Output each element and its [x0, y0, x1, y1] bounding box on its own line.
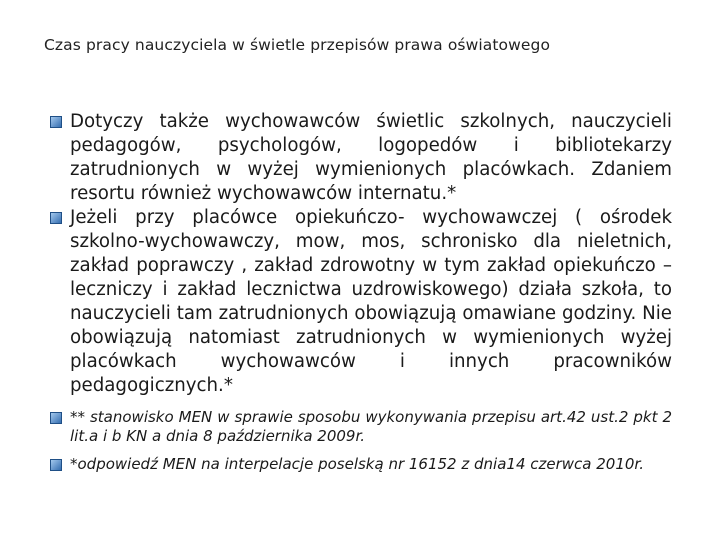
footnote-item: [50, 408, 672, 446]
square-bullet-icon: [50, 212, 62, 224]
square-bullet-icon: [50, 459, 62, 471]
slide-title: Czas pracy nauczyciela w świetle przepisów prawa oświatowego: [44, 36, 551, 54]
square-bullet-icon: [50, 116, 62, 128]
footnote-item: [50, 455, 672, 474]
bullet-text: Jeżeli przy placówce opiekuńczo- wychowawczej ( ośrodek szkolno-wychowawczy, mow, mos, schronisko dla nieletnich, zakład poprawczy , zakład zdrowotny w tym zakład opiekuńczo – leczniczy i zakład lecznictwa uzdrowiskowego) działa szkoła, to nauczycieli tam zatrudnionych obowiązują omawiane godziny. Nie obowiązują natomiast zatrudnionych w wymienionych wyżej placówkach wychowawców i innych pracowników pedagogicznych.*: [70, 207, 672, 396]
square-bullet-icon: [50, 412, 62, 424]
bullet-item: [50, 206, 672, 398]
bullet-text: Dotyczy także wychowawców świetlic szkolnych, nauczycieli pedagogów, psychologów, logopedów i bibliotekarzy zatrudnionych w wyżej wymienionych placówkach. Zdaniem resortu również wychowawców internatu.*: [70, 111, 672, 204]
footnote-text: ** stanowisko MEN w sprawie sposobu wykonywania przepisu art.42 ust.2 pkt 2 lit.a i b KN a dnia 8 października 2009r.: [70, 408, 672, 445]
bullet-item: [50, 110, 672, 206]
footnote-text: *odpowiedź MEN na interpelacje poselską nr 16152 z dnia14 czerwca 2010r.: [70, 455, 644, 473]
bullet-list: [50, 110, 672, 474]
